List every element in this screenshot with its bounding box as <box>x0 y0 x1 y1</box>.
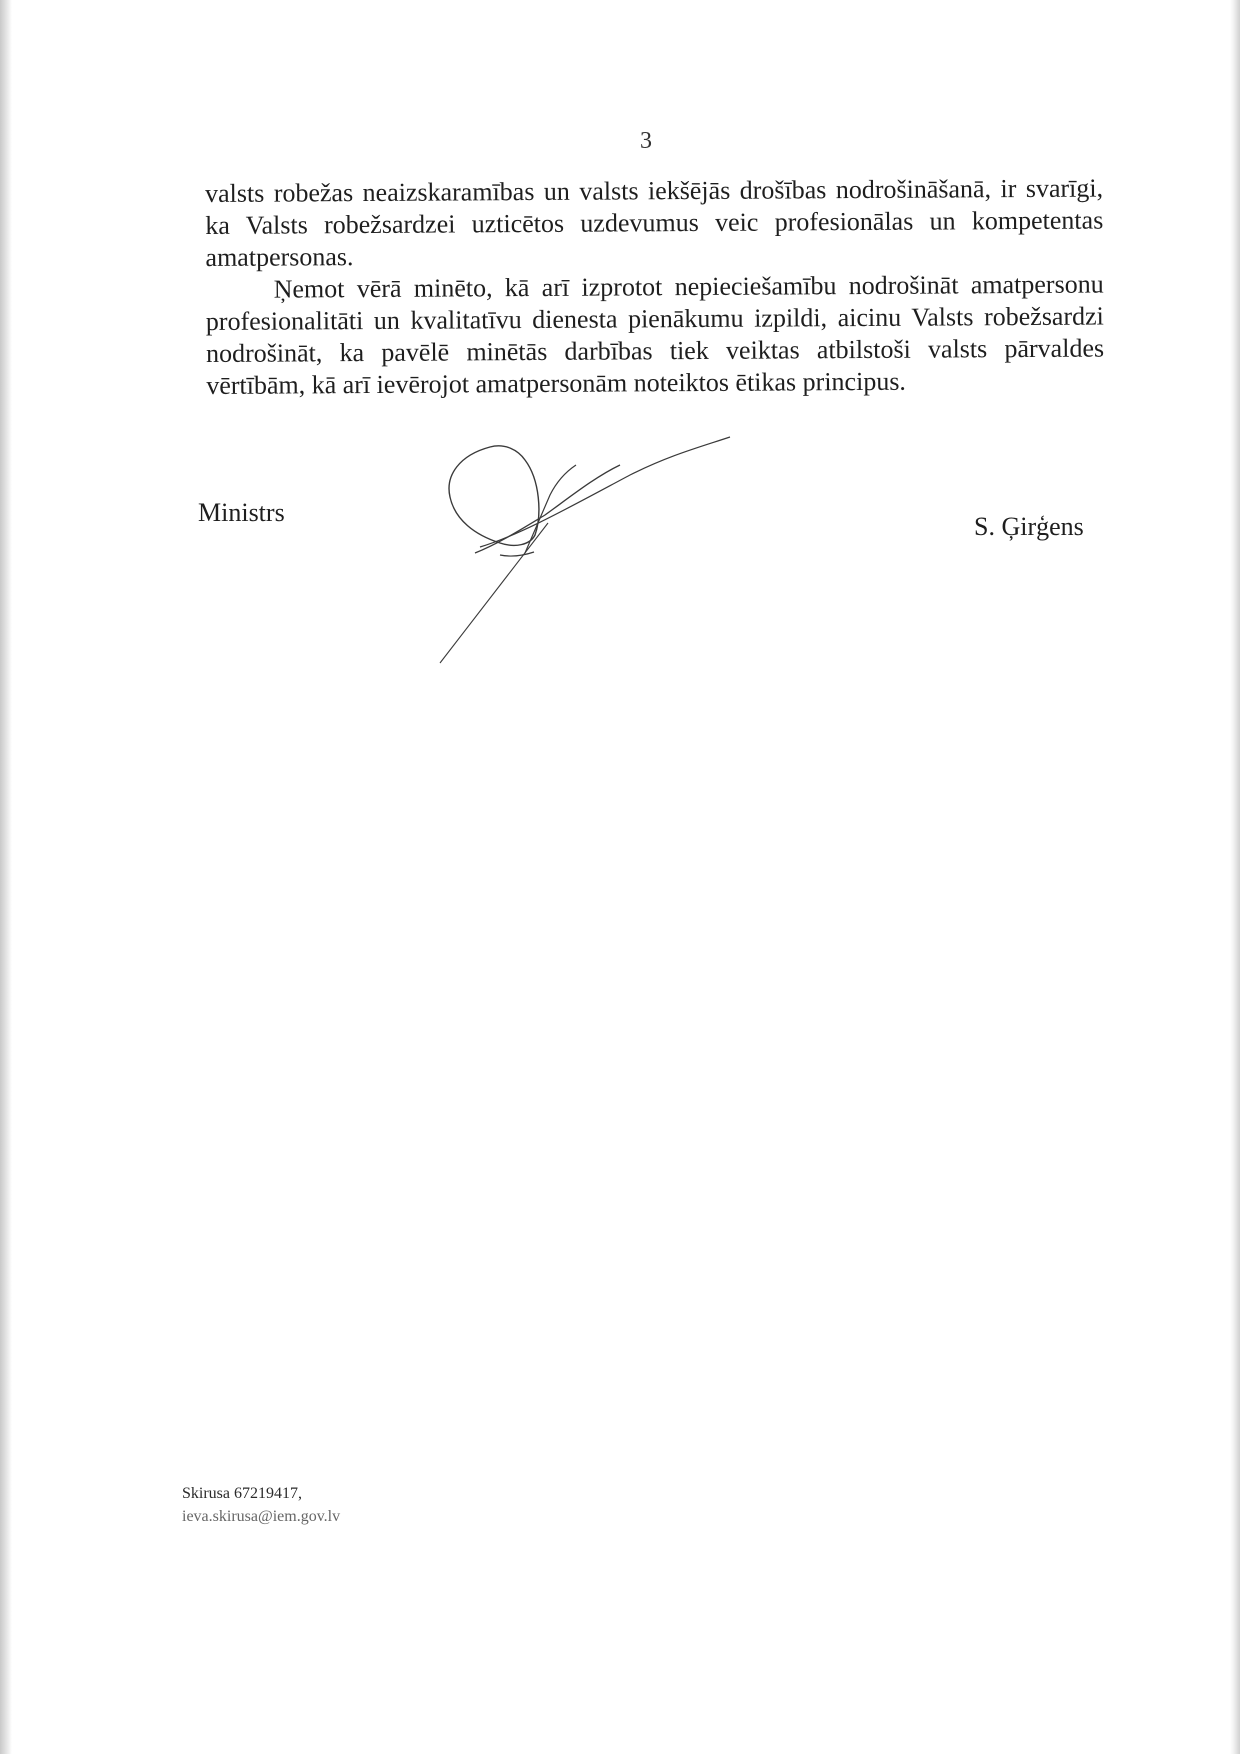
scan-edge-right <box>1230 0 1240 1754</box>
paragraph-1: valsts robežas neaizskaramības un valsts iekšējās drošības nodrošināšanā, ir svarīgi, ka Valsts robežsardzei uzticētos uzdevumus veic profesionālas un kompetentas amatpersonas. <box>205 173 1104 272</box>
signatory-role: Ministrs <box>198 498 285 527</box>
contact-phone: Skirusa 67219417, <box>182 1485 302 1502</box>
paragraph-2: Ņemot vērā minēto, kā arī izprotot nepieciešamību nodrošināt amatpersonu profesionalitāti un kvalitatīvu dienesta pienākumu izpildi, aicinu Valsts robežsardzi nodrošināt, ka pavēlē minētās darbības tiek veiktas atbilstoši valsts pārvaldes vērtībām, kā arī ievērojot amatpersonām noteiktos ētikas principus. <box>205 269 1105 400</box>
handwritten-signature-icon <box>430 435 790 665</box>
scan-edge-left <box>0 0 12 1754</box>
contact-email: ieva.skirusa@iem.gov.lv <box>182 1508 341 1525</box>
page-number: 3 <box>640 128 652 154</box>
footer-contact <box>182 1482 340 1528</box>
letter-body <box>205 173 1104 402</box>
signatory-name: S. Ģirģens <box>974 512 1084 541</box>
